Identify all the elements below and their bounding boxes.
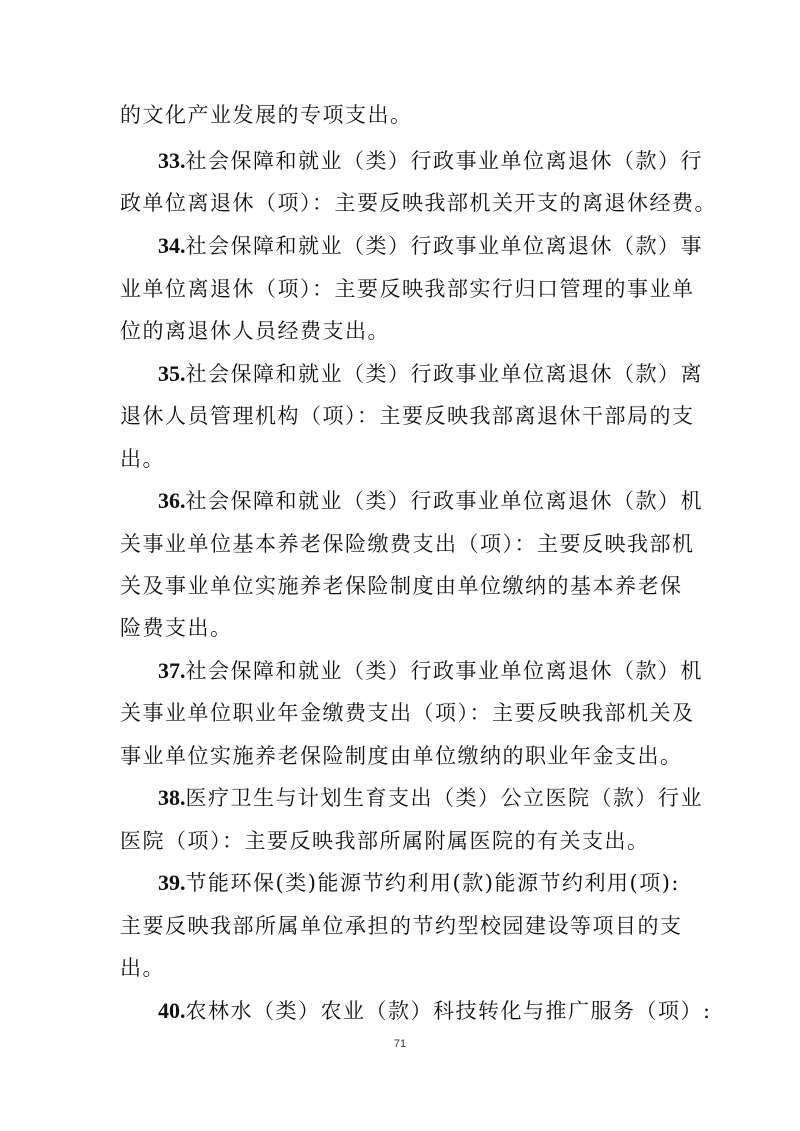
page-number: 71 [393,1038,407,1050]
text-line: 退休人员管理机构（项）：主要反映我部离退休干部局的支 [120,404,695,428]
numbered-item-37: 37.社会保障和就业（类）行政事业单位离退休（款）机 [158,658,703,683]
text-line: 出。 [120,447,165,471]
text-line: 险费支出。 [120,616,233,640]
numbered-item-36: 36.社会保障和就业（类）行政事业单位离退休（款）机 [158,488,703,513]
text-line: 的文化产业发展的专项支出。 [120,103,413,127]
text-line: 出。 [120,956,165,980]
numbered-item-34: 34.社会保障和就业（类）行政事业单位离退休（款）事 [158,233,703,258]
numbered-item-38: 38.医疗卫生与计划生育支出（类）公立医院（款）行业 [158,785,703,810]
text-line: 关事业单位职业年金缴费支出（项）：主要反映我部机关及 [120,701,695,725]
text-line: 关及事业单位实施养老保险制度由单位缴纳的基本养老保 [120,574,683,598]
text-line: 关事业单位基本养老保险缴费支出（项）：主要反映我部机 [120,532,695,556]
text-line: 医院（项）：主要反映我部所属附属医院的有关支出。 [120,829,650,853]
text-line: 政单位离退休（项）：主要反映我部机关开支的离退休经费。 [120,191,717,215]
text-line: 主要反映我部所属单位承担的节约型校园建设等项目的支 [120,914,683,938]
numbered-item-40: 40.农林水（类）农业（款）科技转化与推广服务（项）: [158,998,712,1023]
text-line: 位的离退休人员经费支出。 [120,319,390,343]
text-line: 业单位离退休（项）：主要反映我部实行归口管理的事业单 [120,277,695,301]
text-line: 事业单位实施养老保险制度由单位缴纳的职业年金支出。 [120,744,683,768]
numbered-item-33: 33.社会保障和就业（类）行政事业单位离退休（款）行 [158,148,703,173]
numbered-item-39: 39.节能环保(类)能源节约利用(款)能源节约利用(项): [158,870,680,895]
numbered-item-35: 35.社会保障和就业（类）行政事业单位离退休（款）离 [158,361,703,386]
